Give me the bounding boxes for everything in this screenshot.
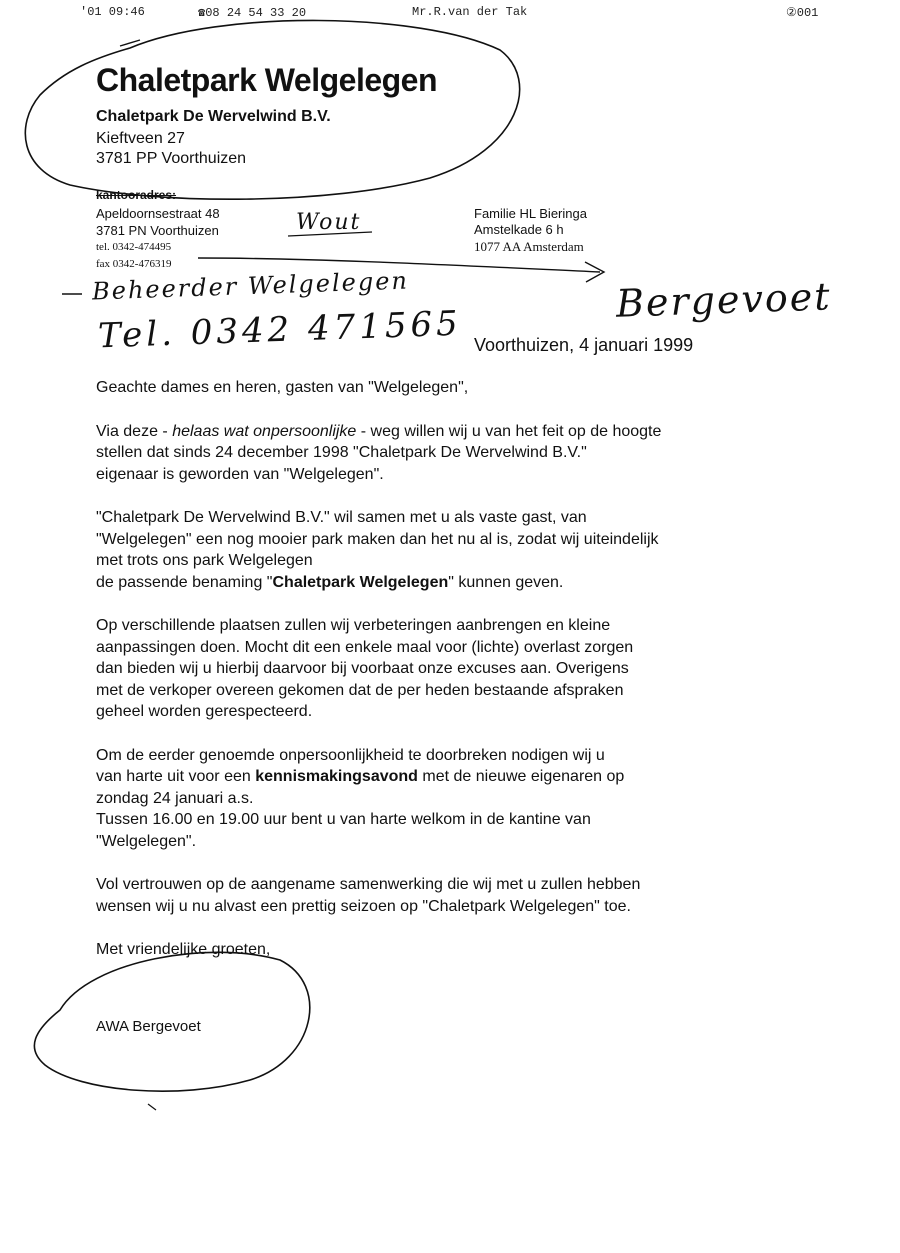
fax-sender: Mr.R.van der Tak: [412, 5, 528, 19]
company-name: Chaletpark De Wervelwind B.V.: [96, 108, 331, 125]
company-street: Kieftveen 27: [96, 130, 185, 147]
paragraph-wishes: Vol vertrouwen op de aangename samenwerking die wij met u zullen hebben wensen wij u nu alvast een prettig seizoen op "Chaletpark Welgelegen" toe.: [96, 876, 641, 915]
signature-stray-mark: [148, 1104, 156, 1110]
paragraph-improvements: Op verschillende plaatsen zullen wij verbeteringen aanbrengen en kleine aanpassingen doen. Mocht dit een enkele maal voor (lichte) overlast zorgen dan bieden wij u hierbij daarvoor bij voorbaat onze excuses aan. Overigens met de verkoper overeen gekomen dat de per heden bestaande afspraken geheel worden gerespecteerd.: [96, 617, 634, 720]
company-city: 3781 PP Voorthuizen: [96, 150, 247, 167]
recipient-city: 1077 AA Amsterdam: [474, 239, 584, 254]
fax-phone: ☎08 24 54 33 20: [198, 6, 307, 20]
wout-underline: [288, 232, 372, 236]
signature-name: AWA Bergevoet: [96, 1018, 201, 1035]
handwriting-phone: Tel. 0342 471565: [97, 303, 463, 357]
handwriting-wout: Wout: [296, 210, 362, 235]
fax-page-number: ②001: [786, 6, 819, 20]
office-city: 3781 PN Voorthuizen: [96, 223, 219, 238]
office-street: Apeldoornsestraat 48: [96, 206, 220, 221]
paragraph-invitation: Om de eerder genoemde onpersoonlijkheid te doorbreken nodigen wij u van harte uit voor een kennismakingsavond met de nieuwe eigenaren op zondag 24 januari a.s. Tussen 16.00 en 19.00 uur bent u van harte welkom in de kantine van "Welgelegen".: [96, 746, 625, 850]
paragraph-intro: Via deze - helaas wat onpersoonlijke - weg willen wij u van het feit op de hoogte stellen dat sinds 24 december 1998 "Chaletpark De Wervelwind B.V." eigenaar is geworden van "Welgelegen".: [96, 422, 662, 483]
office-fax: fax 0342-476319: [96, 258, 172, 270]
paragraph-plans: "Chaletpark De Wervelwind B.V." wil samen met u als vaste gast, van "Welgelegen" een nog mooier park maken dan het nu al is, zodat wij uiteindelijk met trots ons park Welgelegen de passende benaming "Chaletpark Welgelegen" kunnen geven.: [96, 509, 659, 591]
office-heading: kantooradres:: [96, 188, 177, 202]
letterhead-circle-mark: [25, 20, 519, 199]
closing: Met vriendelijke groeten,: [96, 941, 271, 958]
salutation: Geachte dames en heren, gasten van "Welgelegen",: [96, 379, 469, 396]
letter-date: Voorthuizen, 4 januari 1999: [474, 335, 694, 355]
fax-time: '01 09:46: [80, 5, 145, 19]
letterhead-title: Chaletpark Welgelegen: [96, 62, 438, 98]
handwriting-beheerder: Beheerder Welgelegen: [91, 266, 410, 306]
signature-circle-mark: [34, 952, 309, 1091]
recipient-street: Amstelkade 6 h: [474, 222, 564, 237]
handwritten-arrow-line: [198, 258, 600, 272]
handwriting-bergevoet: Bergevoet: [615, 274, 833, 326]
recipient-name: Familie HL Bieringa: [474, 206, 587, 221]
office-tel: tel. 0342-474495: [96, 241, 172, 253]
